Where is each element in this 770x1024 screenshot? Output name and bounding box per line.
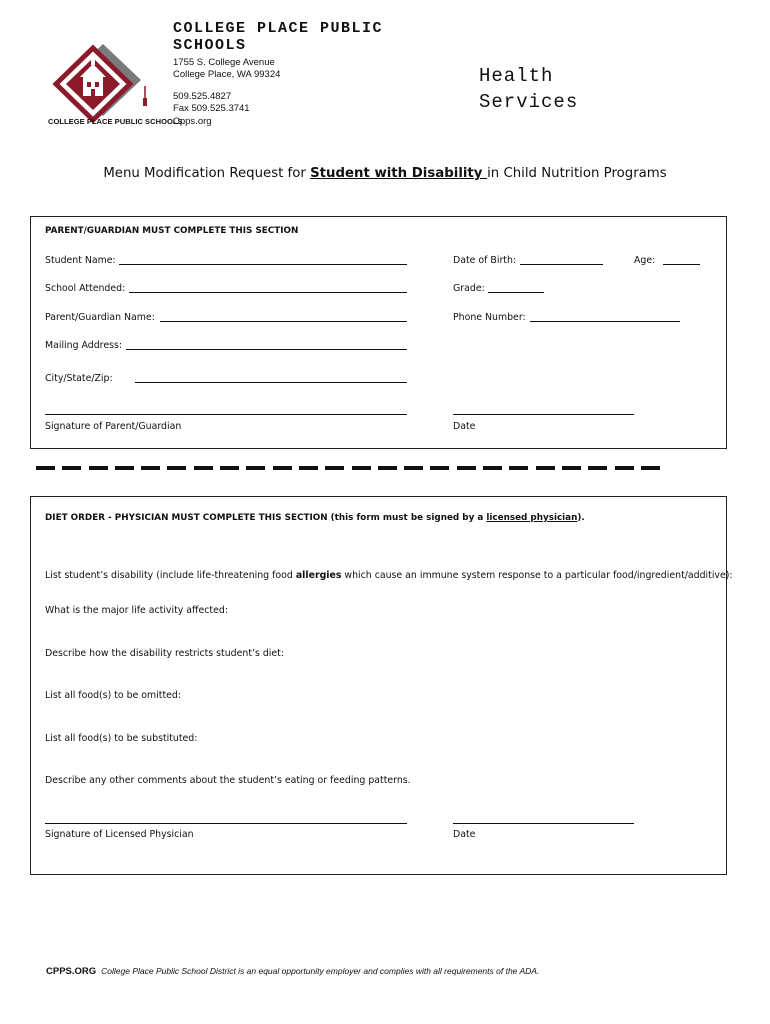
physician-signature-label: Signature of Licensed Physician	[45, 829, 194, 840]
disability-prompt-suffix: which cause an immune system response to a particular food/ingredient/additive):	[341, 570, 733, 581]
title-prefix: Menu Modification Request for	[103, 166, 311, 181]
department-line-1: Health	[479, 65, 554, 87]
title-suffix: in Child Nutrition Programs	[487, 166, 667, 181]
diet-restriction-prompt: Describe how the disability restricts student’s diet:	[45, 648, 284, 659]
parent-name-field[interactable]	[160, 321, 407, 322]
grade-field[interactable]	[488, 292, 544, 293]
date-of-birth-label: Date of Birth:	[453, 255, 517, 266]
physician-signature-line[interactable]	[45, 823, 407, 824]
school-attended-field[interactable]	[129, 292, 407, 293]
phone-number: 509.525.4827	[173, 91, 232, 102]
disability-prompt-bold: allergies	[295, 570, 342, 581]
document-title	[0, 166, 770, 181]
title-emphasis: Student with Disability	[310, 166, 488, 181]
department-line-2: Services	[479, 91, 579, 113]
physician-heading-suffix: ).	[577, 513, 585, 523]
physician-date-line[interactable]	[453, 823, 634, 824]
school-logo	[46, 40, 183, 132]
licensed-physician-text: licensed physician	[486, 513, 578, 523]
physician-section-heading	[45, 513, 585, 523]
fax-number: Fax 509.525.3741	[173, 103, 250, 114]
city-state-zip-label: City/State/Zip:	[45, 373, 113, 384]
other-comments-prompt: Describe any other comments about the student’s eating or feeding patterns.	[45, 775, 411, 786]
department-name	[479, 63, 619, 115]
school-attended-label: School Attended:	[45, 283, 126, 294]
dashed-separator	[36, 466, 660, 470]
disability-prompt	[45, 570, 733, 581]
footer-statement: College Place Public School District is an equal opportunity employer and complies with all requirements of the ADA.	[101, 966, 540, 976]
age-label: Age:	[634, 255, 656, 266]
website: Cpps.org	[173, 116, 212, 127]
date-of-birth-field[interactable]	[520, 264, 603, 265]
city-state-zip-field[interactable]	[135, 382, 407, 383]
footer-site: CPPS.ORG	[46, 966, 97, 977]
logo-caption: COLLEGE PLACE PUBLIC SCHOOLS	[48, 117, 183, 126]
parent-date-label: Date	[453, 421, 476, 432]
disability-prompt-prefix: List student’s disability (include life-threatening food	[45, 570, 296, 581]
physician-heading-prefix: DIET ORDER - PHYSICIAN MUST COMPLETE THIS SECTION (this form must be signed by a	[45, 513, 487, 523]
parent-date-line[interactable]	[453, 414, 634, 415]
parent-section-heading: PARENT/GUARDIAN MUST COMPLETE THIS SECTION	[45, 226, 299, 236]
major-activity-prompt: What is the major life activity affected:	[45, 605, 228, 616]
grade-label: Grade:	[453, 283, 485, 294]
school-name: COLLEGE PLACE PUBLIC SCHOOLS	[173, 20, 384, 54]
phone-number-label: Phone Number:	[453, 312, 526, 323]
parent-signature-line[interactable]	[45, 414, 407, 415]
footer	[46, 966, 539, 977]
student-name-field[interactable]	[119, 264, 407, 265]
parent-signature-label: Signature of Parent/Guardian	[45, 421, 182, 432]
age-field[interactable]	[663, 264, 700, 265]
address-line-1: 1755 S. College Avenue	[173, 57, 275, 68]
student-name-label: Student Name:	[45, 255, 116, 266]
parent-name-label: Parent/Guardian Name:	[45, 312, 155, 323]
mailing-address-label: Mailing Address:	[45, 340, 123, 351]
foods-substituted-prompt: List all food(s) to be substituted:	[45, 733, 198, 744]
mailing-address-field[interactable]	[126, 349, 407, 350]
physician-section	[30, 496, 727, 875]
address-line-2: College Place, WA 99324	[173, 69, 281, 80]
phone-number-field[interactable]	[530, 321, 680, 322]
foods-omitted-prompt: List all food(s) to be omitted:	[45, 690, 181, 701]
physician-date-label: Date	[453, 829, 476, 840]
